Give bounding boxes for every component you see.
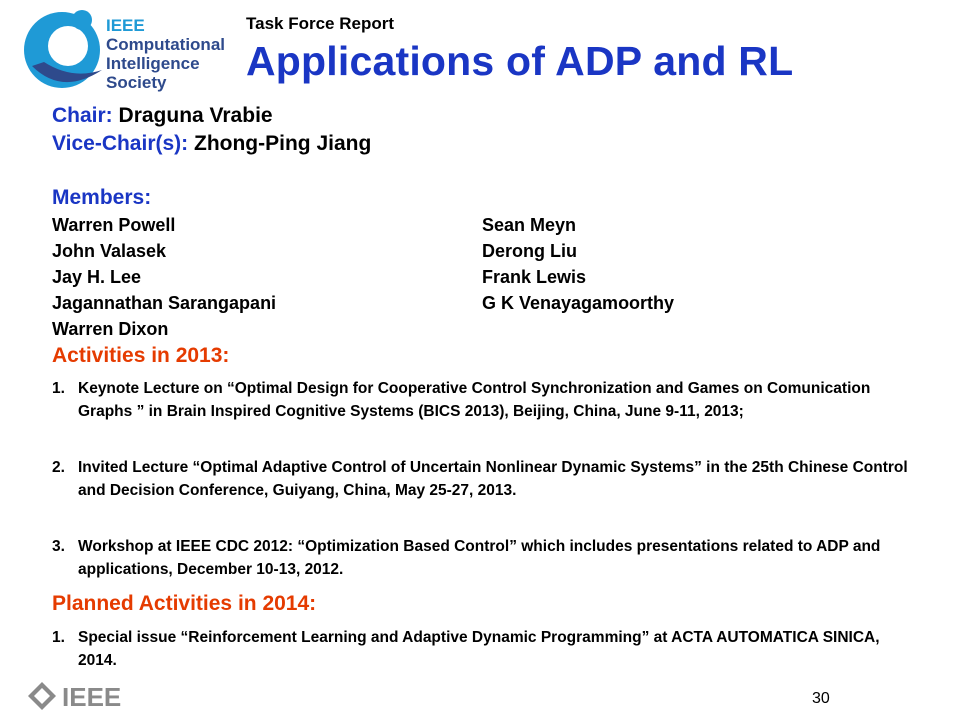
activity-text: Keynote Lecture on “Optimal Design for Cooperative Control Synchronization and Games on Comunication Graphs ” in Brain Inspired Cognitive Systems (BICS 2013), Beijing, China, June 9-11, 2013; (78, 380, 871, 420)
activity-number: 2. (52, 459, 65, 476)
vice-chair-line (52, 132, 371, 156)
ieee-diamond-icon (26, 680, 146, 712)
activity-item (52, 456, 922, 502)
ieee-footer-logo (26, 680, 146, 717)
members-row (52, 212, 912, 238)
page-number: 30 (812, 690, 830, 707)
logo-line-intelligence: Intelligence (106, 54, 200, 73)
activity-item (52, 377, 922, 423)
vice-chair-name: Zhong-Ping Jiang (188, 132, 372, 155)
members-row (52, 316, 912, 342)
activity-item (52, 535, 922, 581)
chair-line (52, 104, 273, 128)
chair-name: Draguna Vrabie (112, 104, 273, 127)
activity-text: Invited Lecture “Optimal Adaptive Control of Uncertain Nonlinear Dynamic Systems” in the 25th Chinese Control and Decision Conference, Guiyang, China, May 25-27, 2013. (78, 459, 908, 499)
activity-number: 1. (52, 380, 65, 397)
member-name: Warren Powell (52, 215, 176, 235)
members-heading: Members: (52, 186, 152, 209)
member-name: John Valasek (52, 241, 167, 261)
members-row (52, 238, 912, 264)
logo-line-ieee: IEEE (106, 16, 145, 35)
planned-number: 1. (52, 629, 65, 646)
member-name: Jay H. Lee (52, 267, 142, 287)
members-row (52, 264, 912, 290)
member-name: Derong Liu (482, 241, 577, 261)
member-name: Frank Lewis (482, 267, 587, 287)
planned-item (52, 626, 922, 672)
cis-swirl-icon (22, 6, 112, 94)
activity-text: Workshop at IEEE CDC 2012: “Optimization Based Control” which includes presentations related to ADP and applications, December 10-13, 2012. (78, 538, 881, 578)
logo-line-society: Society (106, 73, 167, 92)
member-name: Sean Meyn (482, 215, 577, 235)
members-row (52, 290, 912, 316)
logo-line-computational: Computational (106, 35, 225, 54)
member-name: Jagannathan Sarangapani (52, 293, 277, 313)
page-title: Applications of ADP and RL (246, 38, 794, 84)
activities-heading: Activities in 2013: (52, 344, 230, 367)
planned-text: Special issue “Reinforcement Learning and Adaptive Dynamic Programming” at ACTA AUTOMATICA SINICA, 2014. (78, 629, 880, 669)
planned-heading: Planned Activities in 2014: (52, 592, 317, 615)
members-list (52, 212, 912, 342)
logo-wordmark (106, 16, 225, 92)
member-name: Warren Dixon (52, 319, 169, 339)
vice-chair-label: Vice-Chair(s): (52, 132, 189, 155)
activity-number: 3. (52, 538, 65, 555)
member-name: G K Venayagamoorthy (482, 293, 675, 313)
chair-label: Chair: (52, 104, 113, 127)
report-subtitle: Task Force Report (246, 14, 395, 33)
ieee-footer-text: IEEE (62, 682, 122, 712)
